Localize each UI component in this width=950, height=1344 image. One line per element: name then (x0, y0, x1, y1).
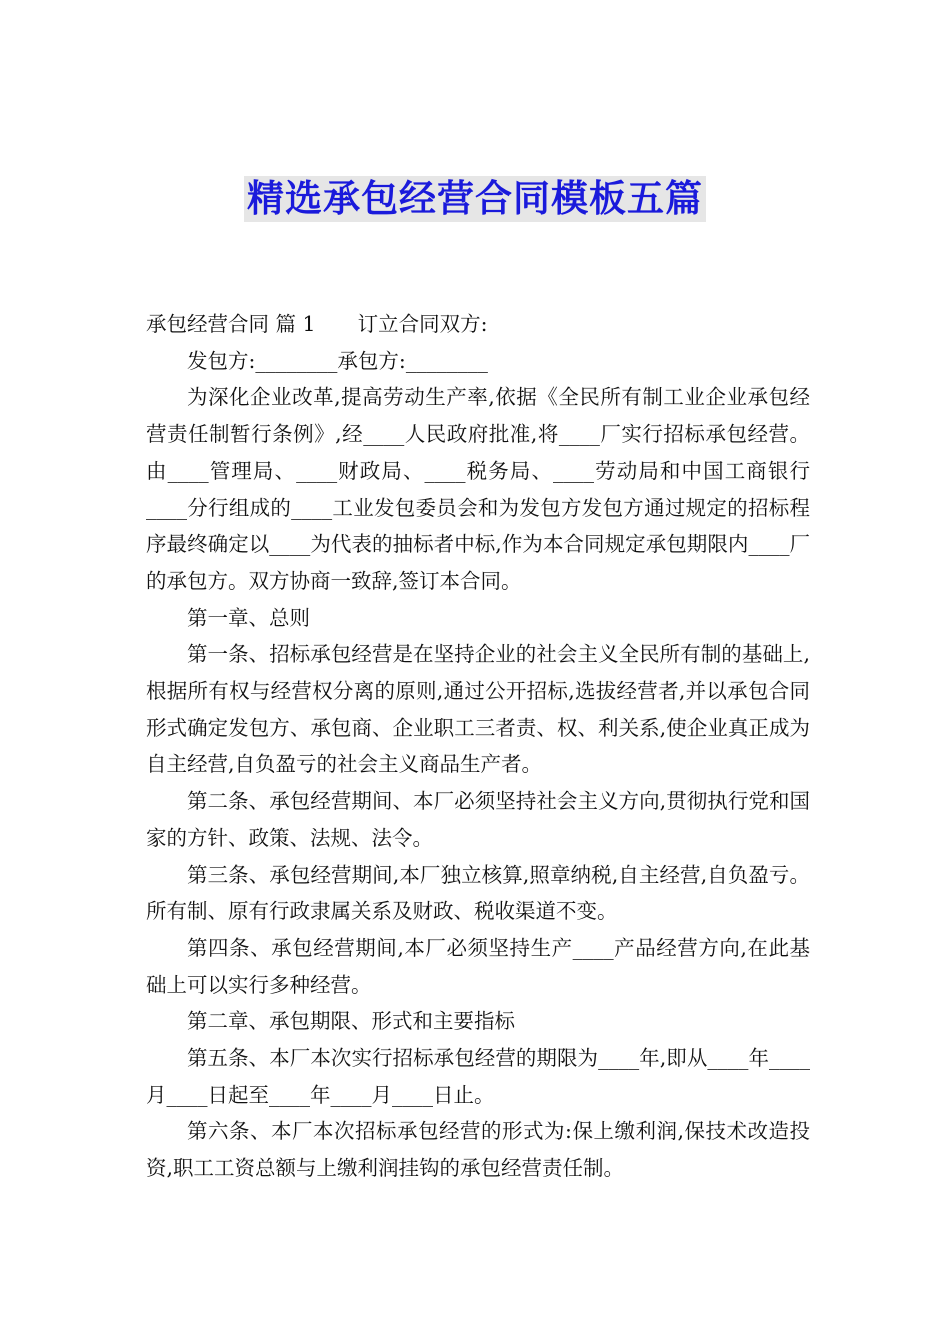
chapter-heading: 第二章、承包期限、形式和主要指标 (187, 1009, 515, 1034)
article-paragraph: 第五条、本厂本次实行招标承包经营的期限为____年,即从____年____月____日起至____年____月____日止。 (146, 1046, 810, 1107)
article-paragraph: 第一条、招标承包经营是在坚持企业的社会主义全民所有制的基础上,根据所有权与经营权分离的原则,通过公开招标,选拔经营者,并以承包合同形式确定发包方、承包商、企业职工三者责、权、利关系,使企业真正成为自主经营,自负盈亏的社会主义商品生产者。 (146, 642, 810, 777)
chapter-heading: 第一章、总则 (187, 605, 310, 630)
title-block (0, 176, 950, 222)
document-title: 精选承包经营合同模板五篇 (244, 176, 706, 222)
section-heading-line (146, 306, 810, 343)
article-paragraph: 第三条、承包经营期间,本厂独立核算,照章纳税,自主经营,自负盈亏。所有制、原有行政隶属关系及财政、税收渠道不变。 (146, 862, 810, 924)
article-paragraph: 第六条、本厂本次招标承包经营的形式为:保上缴利润,保技术改造投资,职工工资总额与上缴利润挂钩的承包经营责任制。 (146, 1119, 810, 1181)
article-paragraph: 第四条、承包经营期间,本厂必须坚持生产____产品经营方向,在此基础上可以实行多种经营。 (146, 935, 810, 997)
section-heading-text: 订立合同双方: (357, 312, 488, 336)
document-body (146, 306, 810, 1187)
parties-line: 发包方:________承包方:________ (187, 348, 488, 373)
preamble-paragraph: 为深化企业改革,提高劳动生产率,依据《全民所有制工业企业承包经营责任制暂行条例》,经____人民政府批准,将____厂实行招标承包经营。由____管理局、____财政局、____税务局、____劳动局和中国工商银行____分行组成的____工业发包委员会和为发包方发包方通过规定的招标程序最终确定以____为代表的抽标者中标,作为本合同规定承包期限内____厂的承包方。双方协商一致辞,签订本合同。 (146, 385, 810, 593)
article-paragraph: 第二条、承包经营期间、本厂必须坚持社会主义方向,贯彻执行党和国家的方针、政策、法规、法令。 (146, 789, 810, 850)
section-heading-label: 承包经营合同 篇 1 (146, 312, 316, 336)
